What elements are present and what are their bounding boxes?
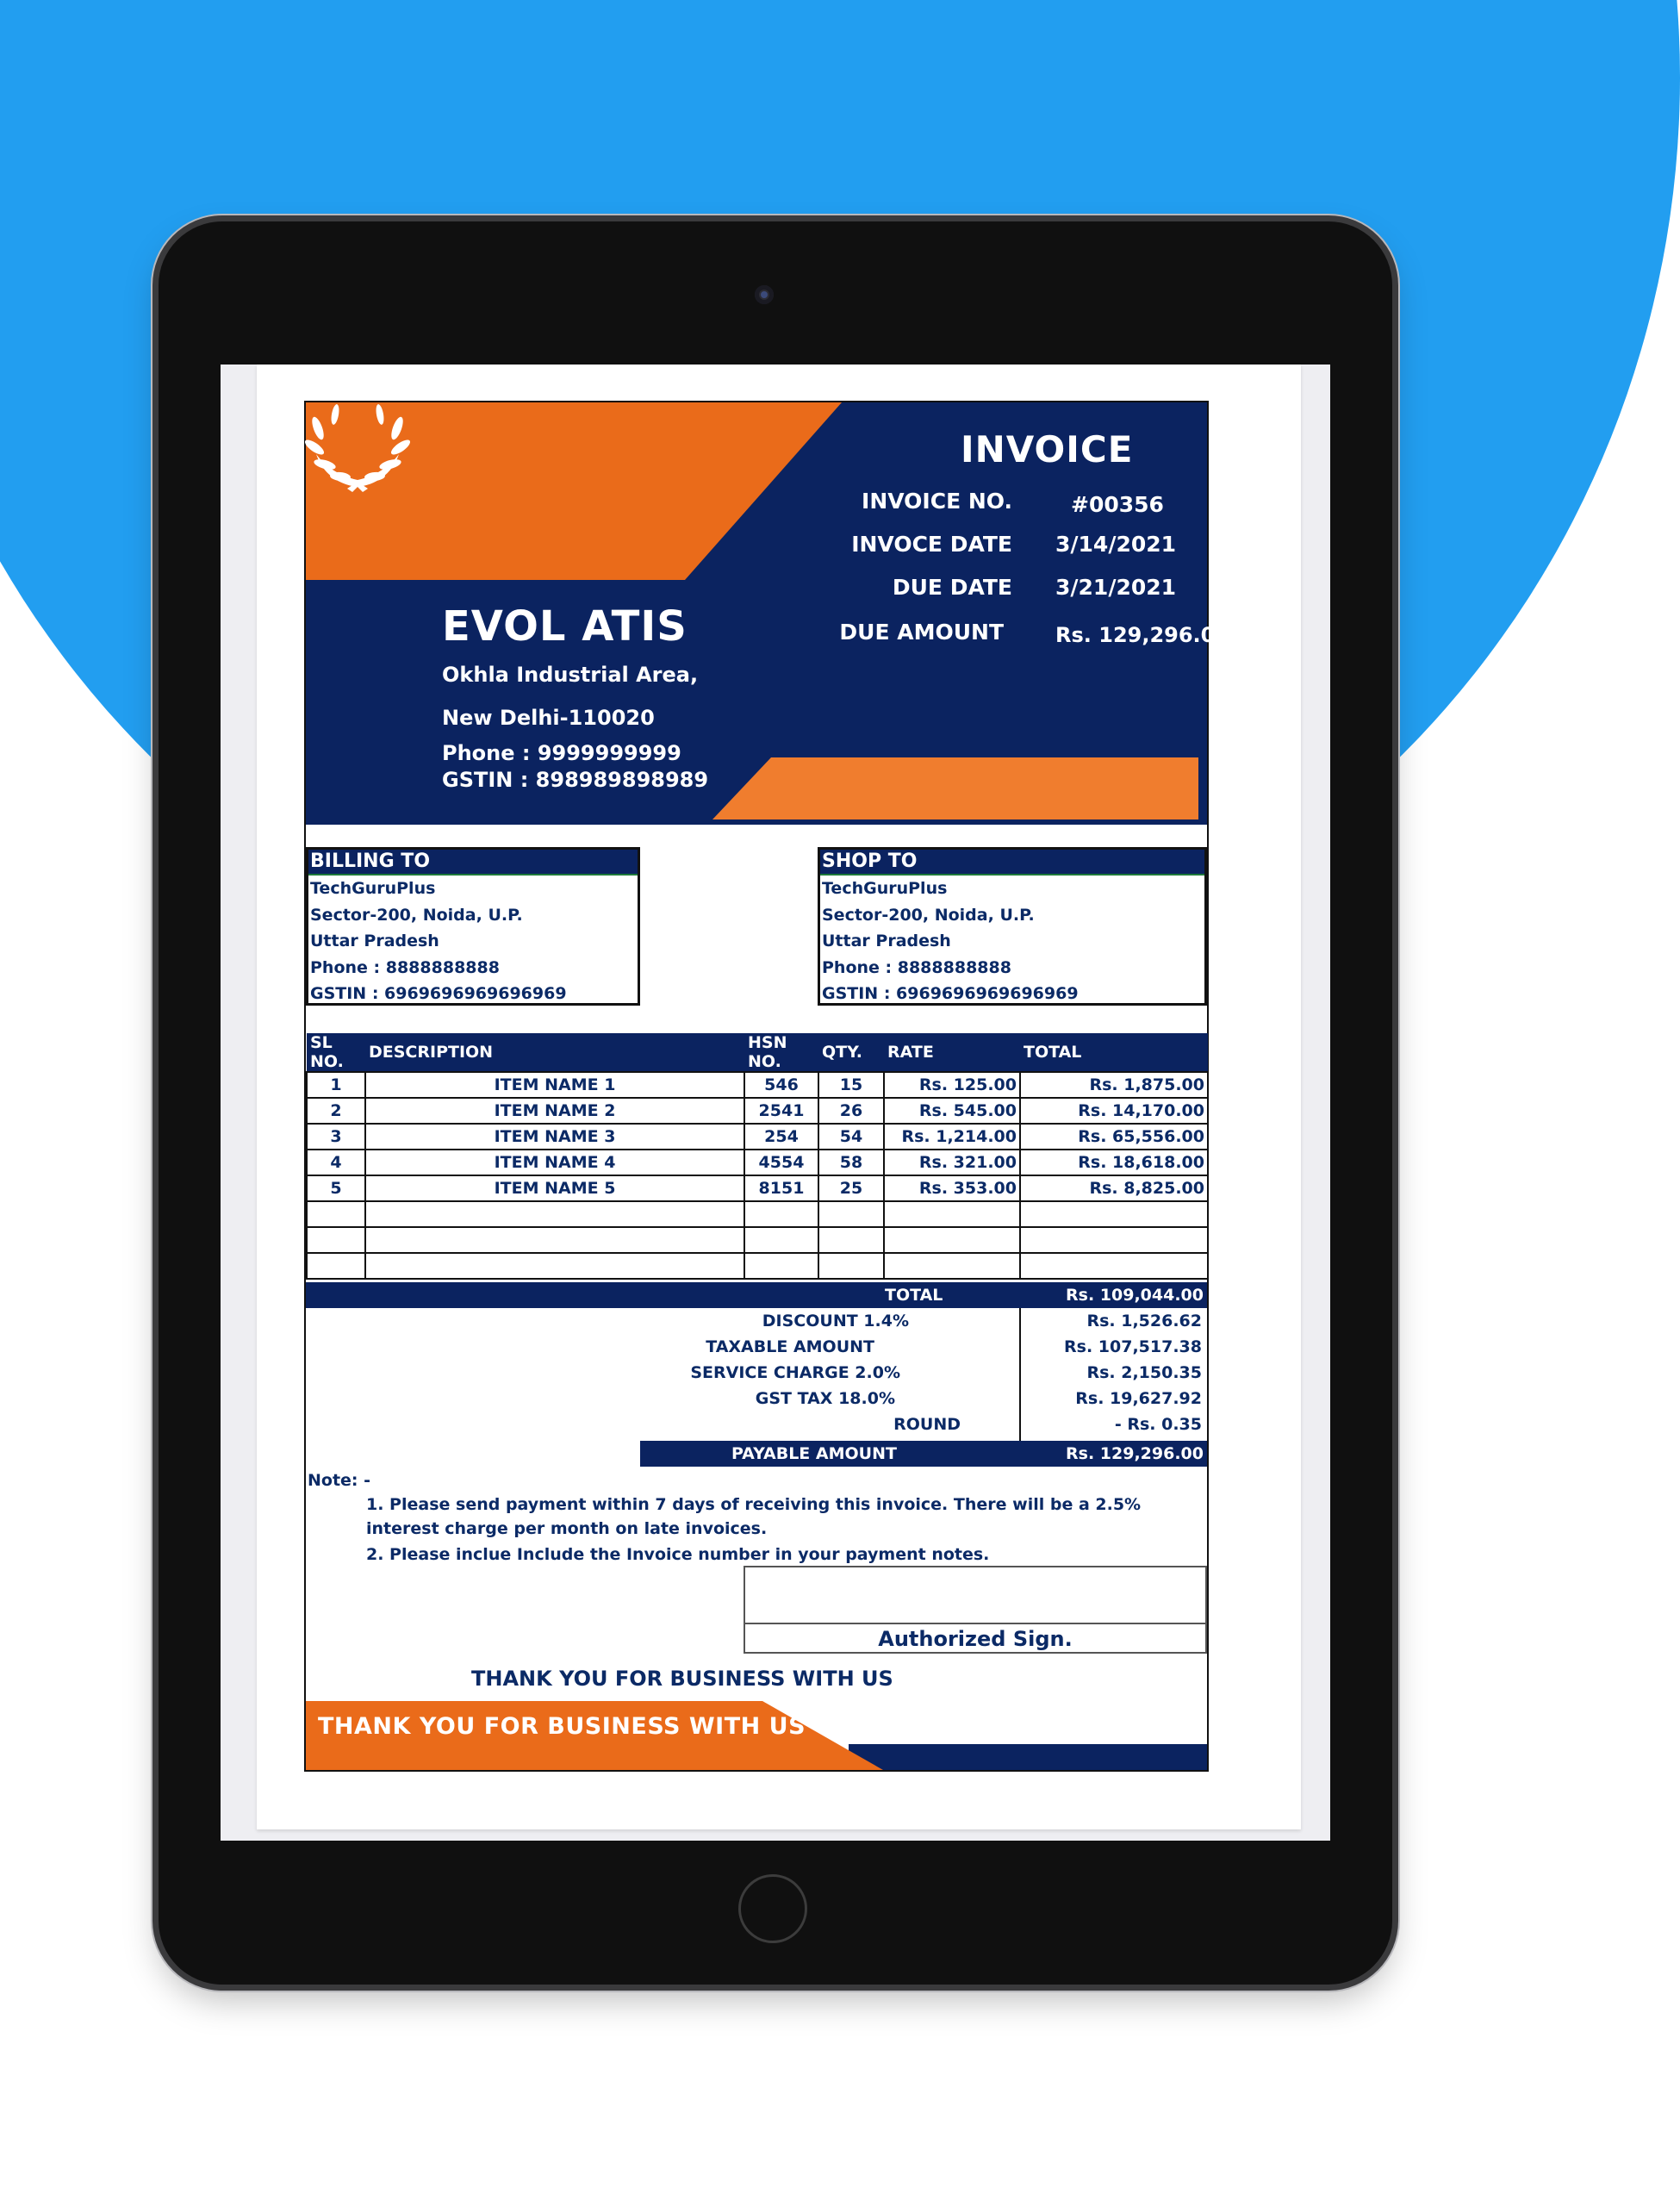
total-label: TOTAL: [885, 1286, 943, 1305]
summary-label-round: ROUND: [893, 1415, 961, 1434]
cell-description: ITEM NAME 5: [365, 1175, 744, 1201]
summary-value-service: Rs. 2,150.35: [1086, 1363, 1202, 1382]
due-date-label: DUE DATE: [892, 575, 1012, 600]
col-header-sl: SL NO.: [307, 1033, 365, 1072]
cell-qty: 58: [818, 1150, 884, 1175]
home-button[interactable]: [738, 1874, 807, 1943]
company-phone: Phone : 9999999999: [442, 741, 681, 765]
billing-to-heading: BILLING TO: [308, 850, 638, 876]
cell-total: Rs. 18,618.00: [1020, 1150, 1208, 1175]
summary-area: [306, 1308, 1207, 1441]
note-line: 1. Please send payment within 7 days of receiving this invoice. There will be a 2.5%: [366, 1495, 1142, 1514]
billing-line: TechGuruPlus: [310, 879, 436, 898]
company-address-1: Okhla Industrial Area,: [442, 663, 699, 687]
invoice-header: [306, 402, 1230, 825]
summary-label-gst: GST TAX 18.0%: [755, 1389, 895, 1408]
payable-value: Rs. 129,296.00: [1066, 1444, 1204, 1463]
shop-line: Phone : 8888888888: [822, 957, 1011, 977]
cell-total: Rs. 14,170.00: [1020, 1098, 1208, 1124]
billing-line: GSTIN : 6969696969696969: [310, 984, 567, 1003]
table-row-empty: [307, 1227, 1208, 1253]
tablet-frame: [159, 221, 1392, 1985]
payable-label: PAYABLE AMOUNT: [731, 1444, 897, 1463]
summary-label-taxable: TAXABLE AMOUNT: [706, 1337, 874, 1356]
billing-line: Uttar Pradesh: [310, 932, 439, 950]
cell-sl: 2: [307, 1098, 365, 1124]
cell-total: Rs. 8,825.00: [1020, 1175, 1208, 1201]
tablet-screen: [221, 365, 1330, 1841]
note-line: 2. Please inclue Include the Invoice number in your payment notes.: [366, 1545, 990, 1564]
cell-total: Rs. 1,875.00: [1020, 1072, 1208, 1098]
summary-label-discount: DISCOUNT 1.4%: [762, 1312, 909, 1330]
cell-description: ITEM NAME 4: [365, 1150, 744, 1175]
company-address-2: New Delhi-110020: [442, 706, 655, 730]
camera-icon: [755, 285, 774, 304]
total-bar: [306, 1282, 1207, 1308]
laurel-logo-icon: [306, 402, 409, 497]
summary-value-round: - Rs. 0.35: [1114, 1415, 1202, 1434]
col-header-total: TOTAL: [1020, 1033, 1208, 1072]
summary-value-discount: Rs. 1,526.62: [1086, 1312, 1202, 1330]
cell-hsn: 2541: [744, 1098, 818, 1124]
shop-line: TechGuruPlus: [822, 879, 948, 898]
summary-value-gst: Rs. 19,627.92: [1075, 1389, 1202, 1408]
invoice-title: INVOICE: [961, 428, 1134, 470]
cell-rate: Rs. 1,214.00: [884, 1124, 1020, 1150]
shop-line: Sector-200, Noida, U.P.: [822, 905, 1035, 925]
shop-to-box: [818, 847, 1207, 1006]
shop-line: GSTIN : 6969696969696969: [822, 984, 1079, 1003]
billing-line: Sector-200, Noida, U.P.: [310, 905, 523, 925]
invoice-no-label: INVOICE NO.: [862, 489, 1012, 514]
authorized-sign-label: Authorized Sign.: [878, 1627, 1073, 1651]
cell-qty: 54: [818, 1124, 884, 1150]
col-header-qty: QTY.: [818, 1033, 884, 1072]
total-value: Rs. 109,044.00: [1066, 1286, 1204, 1305]
table-header-row: [307, 1033, 1208, 1072]
table-row: [307, 1072, 1208, 1098]
table-row: [307, 1150, 1208, 1175]
due-amount-value: Rs. 129,296.00: [1055, 623, 1230, 647]
table-row: [307, 1175, 1208, 1201]
cell-hsn: 8151: [744, 1175, 818, 1201]
signature-box: [744, 1566, 1207, 1654]
shop-to-heading: SHOP TO: [820, 850, 1204, 876]
cell-description: ITEM NAME 1: [365, 1072, 744, 1098]
note-line: interest charge per month on late invoices.: [366, 1519, 768, 1538]
note-label: Note: -: [308, 1471, 371, 1490]
cell-hsn: 254: [744, 1124, 818, 1150]
cell-rate: Rs. 353.00: [884, 1175, 1020, 1201]
footer-thank-you-text: THANK YOU FOR BUSINESS WITH US: [318, 1713, 806, 1740]
invoice-no-value: #00356: [1071, 492, 1164, 517]
billing-line: Phone : 8888888888: [310, 957, 500, 977]
cell-sl: 1: [307, 1072, 365, 1098]
cell-sl: 4: [307, 1150, 365, 1175]
cell-total: Rs. 65,556.00: [1020, 1124, 1208, 1150]
payable-bar: [640, 1441, 1207, 1467]
col-header-description: DESCRIPTION: [365, 1033, 744, 1072]
due-date-value: 3/21/2021: [1055, 575, 1177, 600]
invoice-date-label: INVOCE DATE: [851, 532, 1012, 557]
company-name: EVOL ATIS: [442, 602, 688, 651]
company-gstin: GSTIN : 898989898989: [442, 768, 709, 792]
document-page: [257, 365, 1301, 1829]
shop-line: Uttar Pradesh: [822, 932, 951, 950]
cell-rate: Rs. 545.00: [884, 1098, 1020, 1124]
table-row-empty: [307, 1253, 1208, 1279]
summary-label-service: SERVICE CHARGE 2.0%: [690, 1363, 900, 1382]
cell-description: ITEM NAME 3: [365, 1124, 744, 1150]
due-amount-label: DUE AMOUNT: [839, 620, 1004, 645]
cell-hsn: 546: [744, 1072, 818, 1098]
cell-rate: Rs. 125.00: [884, 1072, 1020, 1098]
table-row: [307, 1124, 1208, 1150]
cell-qty: 15: [818, 1072, 884, 1098]
invoice-footer: [306, 1701, 1207, 1770]
col-header-hsn: HSN NO.: [744, 1033, 818, 1072]
cell-sl: 5: [307, 1175, 365, 1201]
cell-sl: 3: [307, 1124, 365, 1150]
cell-qty: 25: [818, 1175, 884, 1201]
thank-you-text: THANK YOU FOR BUSINESS WITH US: [471, 1667, 893, 1691]
billing-to-box: [306, 847, 640, 1006]
table-row-empty: [307, 1201, 1208, 1227]
cell-description: ITEM NAME 2: [365, 1098, 744, 1124]
summary-value-taxable: Rs. 107,517.38: [1064, 1337, 1202, 1356]
invoice-date-value: 3/14/2021: [1055, 532, 1177, 557]
invoice: [304, 401, 1230, 1772]
table-row: [307, 1098, 1208, 1124]
items-table: [306, 1033, 1209, 1280]
cell-qty: 26: [818, 1098, 884, 1124]
cell-hsn: 4554: [744, 1150, 818, 1175]
cell-rate: Rs. 321.00: [884, 1150, 1020, 1175]
col-header-rate: RATE: [884, 1033, 1020, 1072]
